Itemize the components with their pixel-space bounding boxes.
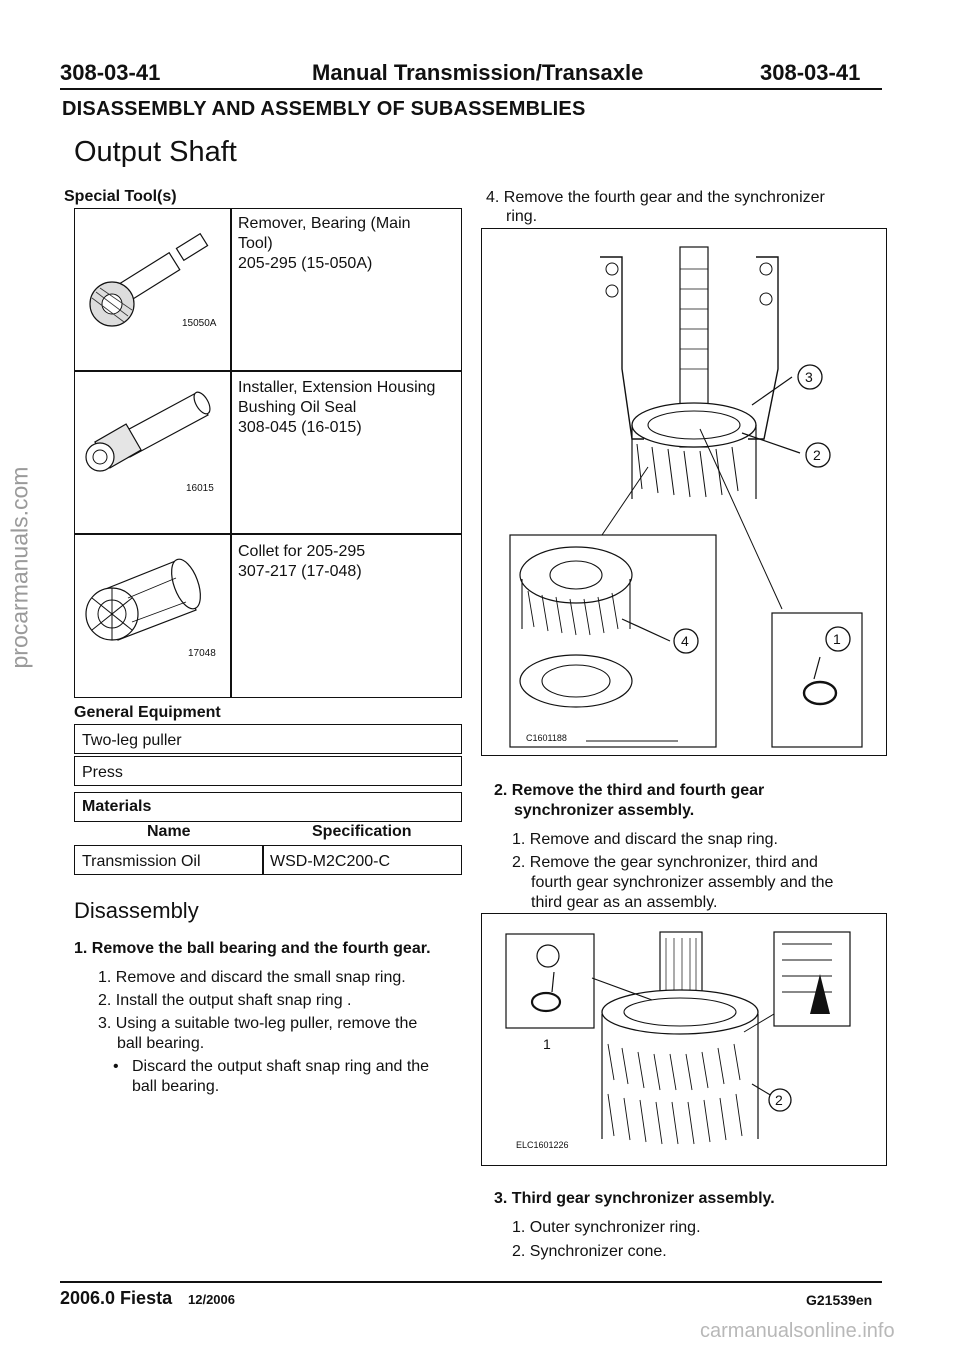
step-title-cont: synchronizer assembly. bbox=[514, 802, 695, 819]
step-substep: 1. Remove and discard the snap ring. bbox=[512, 831, 778, 848]
step-substep: 4. Remove the fourth gear and the synchronizer bbox=[486, 189, 825, 206]
general-equipment-heading: General Equipment bbox=[74, 704, 221, 721]
tool-image-installer bbox=[78, 375, 228, 529]
equipment-item: Two-leg puller bbox=[82, 732, 182, 749]
tool-part-number: 205-295 (15-050A) bbox=[238, 255, 373, 272]
tool-desc-line: Bushing Oil Seal bbox=[238, 399, 357, 416]
section-heading: DISASSEMBLY AND ASSEMBLY OF SUBASSEMBLIES bbox=[62, 98, 586, 120]
step-bullet: Discard the output shaft snap ring and the bbox=[132, 1058, 430, 1075]
watermark-left: procarmanuals.com bbox=[6, 466, 33, 669]
step-bullet-cont: ball bearing. bbox=[132, 1078, 220, 1095]
tool-desc-line: Installer, Extension Housing bbox=[238, 379, 436, 396]
callout-1: 1 bbox=[543, 1036, 551, 1052]
header-rule bbox=[60, 88, 882, 90]
step-substep: 1. Outer synchronizer ring. bbox=[512, 1219, 701, 1236]
equipment-item: Press bbox=[82, 764, 123, 781]
step-title: 1. Remove the ball bearing and the fourth gear. bbox=[74, 940, 431, 957]
step-substep: 3. Using a suitable two-leg puller, remove the bbox=[98, 1015, 418, 1032]
step-substep: 2. Remove the gear synchronizer, third and bbox=[512, 854, 818, 871]
equipment-row bbox=[74, 756, 462, 786]
tool-number: 17048 bbox=[188, 648, 216, 659]
callout-2: 2 bbox=[813, 447, 821, 463]
header-code-left: 308-03-41 bbox=[60, 60, 161, 85]
tool-part-number: 307-217 (17-048) bbox=[238, 563, 362, 580]
callout-3: 3 bbox=[805, 369, 813, 385]
figure-code: C1601188 bbox=[526, 733, 567, 743]
tool-desc-line: Tool) bbox=[238, 235, 273, 252]
figure-code: ELC1601226 bbox=[516, 1140, 569, 1150]
footer-doc-code: G21539en bbox=[806, 1292, 873, 1308]
materials-col-spec: Specification bbox=[312, 823, 412, 840]
step-title: 2. Remove the third and fourth gear bbox=[494, 782, 765, 799]
callout-1: 1 bbox=[833, 631, 841, 647]
special-tools-heading: Special Tool(s) bbox=[64, 188, 177, 205]
material-spec: WSD-M2C200-C bbox=[270, 853, 391, 870]
figure-puller-gear bbox=[481, 228, 887, 756]
callout-2: 2 bbox=[775, 1092, 783, 1108]
tool-desc-line: Remover, Bearing (Main bbox=[238, 215, 411, 232]
footer-model: 2006.0 Fiesta bbox=[60, 1288, 173, 1308]
tool-image-remover bbox=[78, 212, 228, 366]
header-title: Manual Transmission/Transaxle bbox=[312, 60, 644, 85]
bullet-marker: • bbox=[113, 1058, 119, 1075]
bearing-remover-icon bbox=[78, 212, 228, 366]
tool-number: 16015 bbox=[186, 483, 214, 494]
page-title: Output Shaft bbox=[74, 136, 237, 168]
puller-gear-illustration bbox=[482, 229, 886, 755]
tool-image-collet bbox=[78, 538, 228, 692]
tool-part-number: 308-045 (16-015) bbox=[238, 419, 362, 436]
step-substep-cont: third gear as an assembly. bbox=[531, 894, 718, 911]
tool-number: 15050A bbox=[182, 318, 217, 329]
materials-col-name: Name bbox=[147, 823, 191, 840]
step-substep-cont: fourth gear synchronizer assembly and the bbox=[531, 874, 834, 891]
seal-installer-icon bbox=[78, 375, 228, 529]
step-substep-cont: ball bearing. bbox=[117, 1035, 205, 1052]
footer-rule bbox=[60, 1281, 882, 1283]
step-title: 3. Third gear synchronizer assembly. bbox=[494, 1190, 775, 1207]
callout-4: 4 bbox=[681, 633, 689, 649]
footer-date: 12/2006 bbox=[188, 1292, 235, 1307]
materials-heading: Materials bbox=[82, 798, 152, 815]
watermark-bottom: carmanualsonline.info bbox=[700, 1320, 895, 1342]
step-substep: 2. Synchronizer cone. bbox=[512, 1243, 667, 1260]
header-code-right: 308-03-41 bbox=[760, 60, 861, 85]
step-substep: 1. Remove and discard the small snap ring. bbox=[98, 969, 406, 986]
step-substep-cont: ring. bbox=[506, 208, 538, 225]
material-name: Transmission Oil bbox=[82, 853, 201, 870]
collet-icon bbox=[78, 538, 228, 692]
tool-desc-line: Collet for 205-295 bbox=[238, 543, 366, 560]
figure-synchronizer-assembly bbox=[481, 913, 887, 1166]
disassembly-heading: Disassembly bbox=[74, 898, 199, 923]
step-substep: 2. Install the output shaft snap ring . bbox=[98, 992, 352, 1009]
